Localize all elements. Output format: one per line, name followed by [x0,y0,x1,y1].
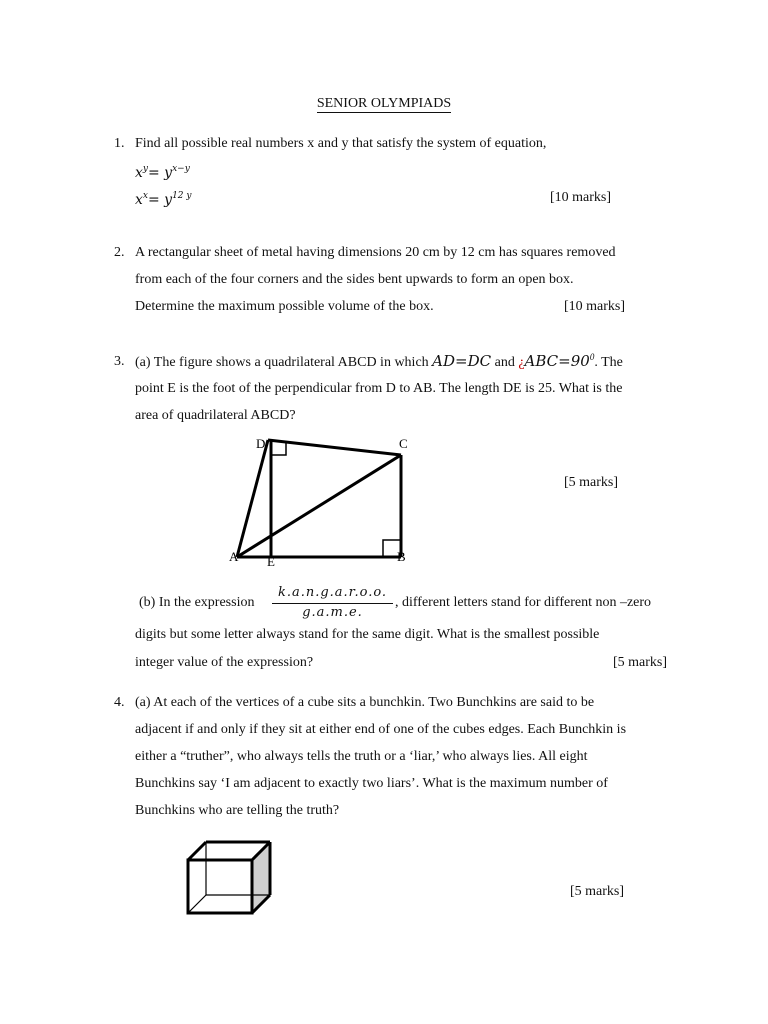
question-3a-line-1: (a) The figure shows a quadrilateral ABCD in which AD=DC and ¿$ABC=90^0$. The [135,352,623,370]
question-1-equation-2: $x^x= y^{12 y}$ [135,191,192,208]
question-4-line-3: either a “truther”, who always tells the truth or a ‘liar,’ who always lies. All eight [135,749,588,764]
diagonal-ac [237,455,401,557]
question-2-line-1: A rectangular sheet of metal having dimensions 20 cm by 12 cm has squares removed [135,245,616,260]
question-2-number: 2. [114,245,125,260]
question-4-number: 4. [114,695,125,710]
label-a: A [229,549,239,564]
question-3a-line-3: area of quadrilateral ABCD? [135,408,296,423]
question-3a-marks: [5 marks] [564,475,619,490]
question-4-line-1: (a) At each of the vertices of a cube sits a bunchkin. Two Bunchkins are said to be [135,695,595,710]
label-d: D [256,436,266,451]
cube-front-face [188,860,252,913]
question-4-marks: [5 marks] [570,884,625,899]
question-4-line-4: Bunchkins say ‘I am adjacent to exactly two liars’. What is the maximum number of [135,776,608,791]
question-3b-line-2: digits but some letter always stand for the same digit. What is the smallest possible [135,627,600,642]
question-3b-suffix: , different letters stand for different non –zero [395,595,652,610]
question-1-text: Find all possible real numbers x and y that satisfy the system of equation, [135,136,547,151]
question-1-equation-1: $x^y= y^{x-y}$ [135,164,190,181]
question-4-line-5: Bunchkins who are telling the truth? [135,803,340,818]
fraction-denominator: g.a.m.e. [302,605,363,620]
label-b: B [397,549,406,564]
question-3-number: 3. [114,354,125,369]
question-2-line-3: Determine the maximum possible volume of the box. [135,299,434,314]
question-1-number: 1. [114,136,125,151]
label-c: C [399,436,408,451]
fraction-bar [272,603,393,604]
quadrilateral-figure [225,432,420,567]
question-4-line-2: adjacent if and only if they sit at either end of one of the cubes edges. Each Bunchkin is [135,722,627,737]
question-3b-marks: [5 marks] [613,655,668,670]
page-title: SENIOR OLYMPIADS [316,96,452,111]
fraction-numerator: k.a.n.g.a.r.o.o. [277,585,388,600]
question-3a-line-2: point E is the foot of the perpendicular from D to AB. The length DE is 25. What is the [135,381,623,396]
question-2-line-2: from each of the four corners and the sides bent upwards to form an open box. [135,272,574,287]
question-2-marks: [10 marks] [564,299,626,314]
question-1-marks: [10 marks] [550,190,612,205]
question-3b-prefix: (b) In the expression [139,595,255,610]
label-e: E [267,554,275,567]
question-3b-line-3: integer value of the expression? [135,655,314,670]
side-cd [268,440,401,455]
cube-figure [180,835,280,920]
